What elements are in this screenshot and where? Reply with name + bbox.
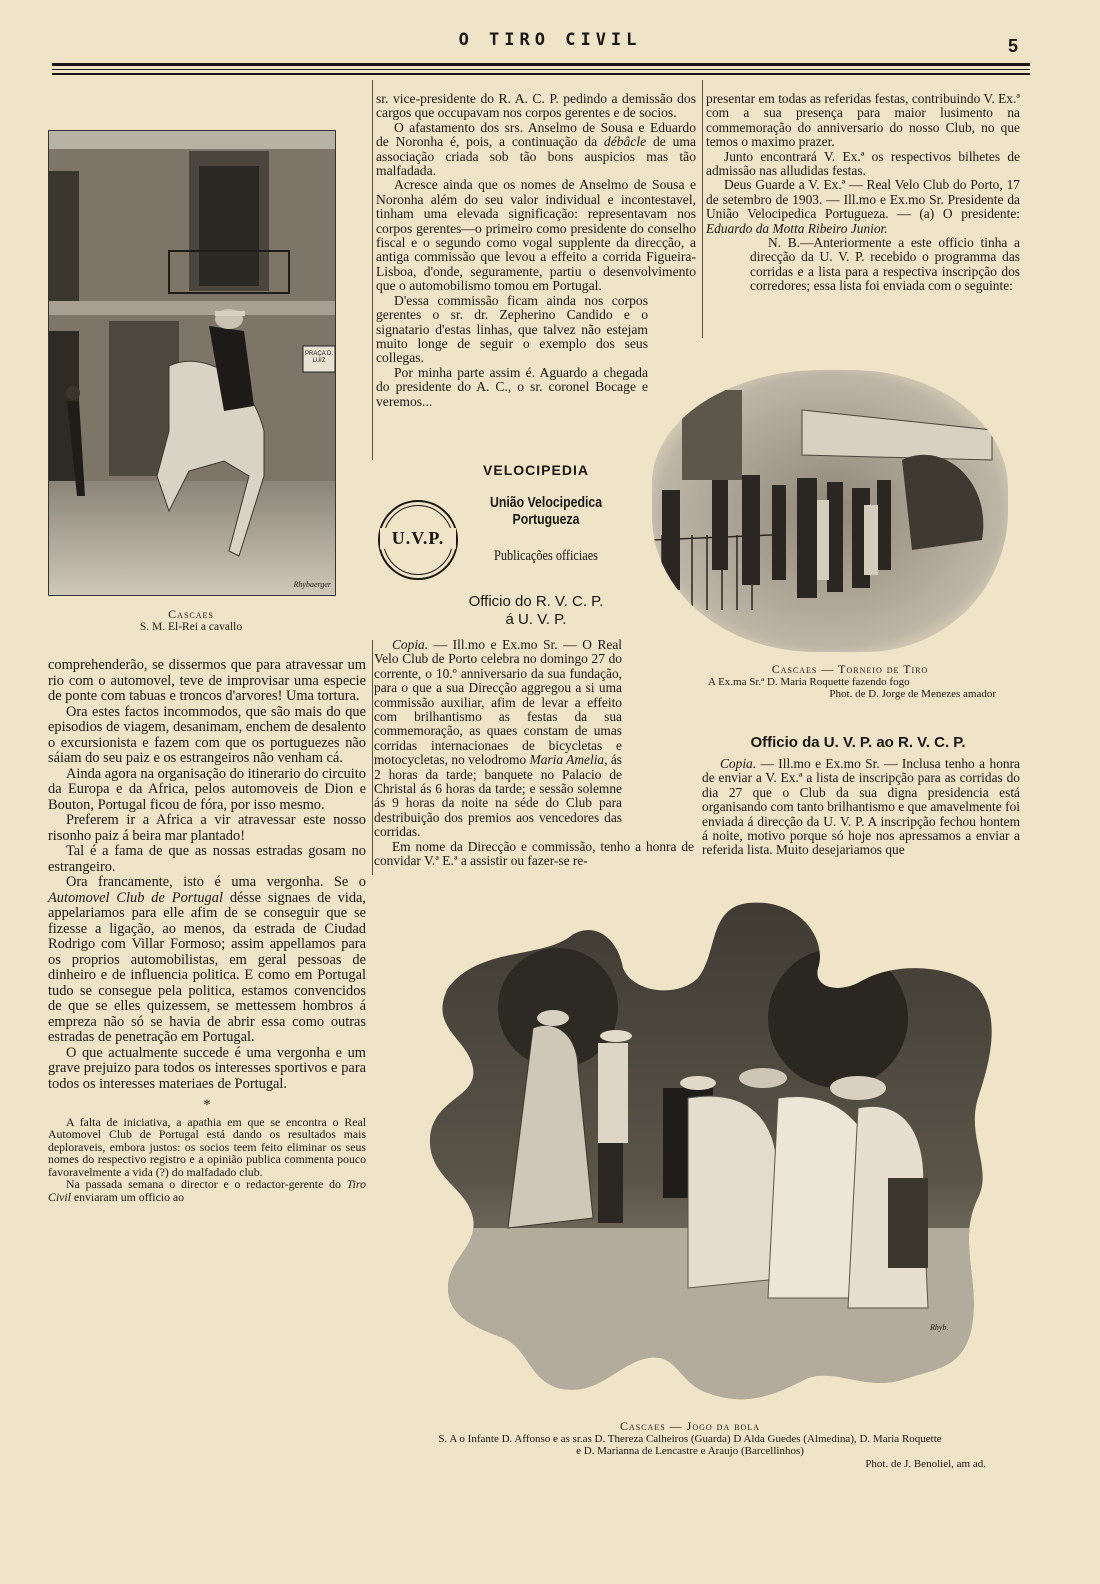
photo-jogo-da-bola-image <box>418 898 998 1408</box>
col2-para-2-b: de uma associação criada sob tão bons auspicios mas tão malfadada. <box>376 134 696 179</box>
photo-jogo-caption-line-2: e D. Marianna de Lencastre e Araujo (Barcellinhos) <box>576 1445 804 1457</box>
officio-1-copia: Copia. <box>392 637 429 652</box>
photo-king-caption-title: Cascaes <box>168 607 214 621</box>
page-number: 5 <box>1007 36 1018 56</box>
officio-2-heading: Officio da U. V. P. ao R. V. C. P. <box>750 734 966 751</box>
col3-nb: N. B.—Anteriormente a este officio tinha a direcção da U. V. P. recebido o programma das corridas e a lista para a respectiva inscripção dos corredores; essa lista foi enviada com o seguinte: <box>750 235 1020 294</box>
col1-para-6-em: Automovel Club de Portugal <box>48 889 223 906</box>
column-3-text <box>706 92 1020 294</box>
photo-shooting-caption <box>700 663 1000 701</box>
photo-shooting-tournament <box>652 370 1008 652</box>
col1-para-6 <box>48 875 366 1046</box>
officio-2-copia: Copia. <box>720 756 757 771</box>
col1-para-6-b: désse signaes de vida, appelariamos para elle afim de se conseguir que se fizesse a ligação, ao menos, da estrada de Ciudad Rodrigo com Villar Formoso; assim appellamos para os proprios automobilistas, em geral pessoas de dinheiro e de influencia politica. E como em Portugal tudo se consegue pela politica, estamos convencidos de que se elles quizessem, se mettessem hombros á empreza não só se havia de abrir essa como outras estradas de penetração em Portugal. <box>48 889 366 1045</box>
col1-para-2: Ora estes factos incommodos, que são mais do que episodios de viagem, desanimam, enchem de desalento o excursionista e fazem com que os portuguezes não sáiam do seu paiz e os estrangeiros não venham cá. <box>48 703 366 766</box>
officio-2-para-1-text: — Ill.mo e Ex.mo Sr. — Inclusa tenho a honra de enviar a V. Ex.ª a lista de inscripção para as corridas do dia 27 que o Club da sua digna presidencia está organisando com tanto brilhantismo e que amavelmente foi enviada á direcção da U. V. P. A inscripção fechou hontem á noite, motivo porque só hoje nos apressamos a enviar a referida lista. Muito desejariamos que <box>702 756 1020 858</box>
uvp-logo-text: U.V.P. <box>380 528 456 549</box>
col1-small-block <box>48 1116 366 1204</box>
header-rule-thin <box>52 69 1030 70</box>
uvp-publications: Publicações officiaes <box>494 548 598 564</box>
column-divider-1 <box>372 80 373 460</box>
column-divider-3 <box>372 640 373 875</box>
col1-small-2-em: Tiro Civil <box>48 1177 366 1205</box>
col1-para-7: O que actualmente succede é uma vergonha e um grave prejuizo para todos os interesses sportivos e para todos os interesses materiaes de Portugal. <box>48 1044 366 1092</box>
col2-para-4: D'essa commissão ficam ainda nos corpos gerentes o sr. dr. Zepherino Candido e o signatario d'estas linhas, que talvez não estejam muito longe de seguir o exemplo dos seus collegas. <box>376 292 648 366</box>
col1-small-2-b: enviaram um officio ao <box>70 1190 185 1205</box>
col1-para-5: Tal é a fama de que as nossas estradas gosam no estrangeiro. <box>48 843 366 875</box>
col2-para-2-a: O afastamento dos srs. Anselmo de Sousa e Eduardo de Noronha é, pois, a continuação da <box>376 119 696 150</box>
officio-1-para-2: Em nome da Direcção e commissão, tenho a honra de convidar V.ª E.ª a assistir ou fazer-se re- <box>374 838 694 869</box>
col1-small-2-a: Na passada semana o director e o redactor-gerente do <box>66 1177 347 1192</box>
col1-para-4: Preferem ir a Africa a vir atravessar este nosso risonho paiz á beira mar plantado! <box>48 812 366 844</box>
photo-signature: Rhybaerger <box>293 580 331 589</box>
photo-shooting-caption-line-1: A Ex.ma Sr.ª D. Maria Roquette fazendo fogo <box>708 675 910 688</box>
header-rule-bottom <box>52 73 1030 75</box>
photo-king-on-horse <box>48 130 336 596</box>
photo-jogo-caption-title: Cascaes — Jogo da bola <box>619 1419 760 1433</box>
photo-jogo-caption <box>380 1420 1000 1470</box>
col1-small-para-1: A falta de iniciativa, a apathia em que se encontra o Real Automovel Club de Portugal está dando os resultados mais deploraveis, embora justos: os socios teem feito eliminar os seus nomes do respectivo registro e a opinião publica commenta pouco favoravelmente a vida (?) do malfadado club. <box>48 1114 366 1179</box>
col3-para-3 <box>706 178 1020 236</box>
col3-para-3-a: Deus Guarde a V. Ex.ª — Real Velo Club do Porto, 17 de setembro de 1903. — Ill.mo e Ex.mo Sr. Presidente da União Velocipedica Portugueza. — (a) O presidente: <box>706 177 1020 222</box>
column-2-text <box>376 92 696 409</box>
officio-1-heading <box>376 593 696 629</box>
col3-para-2: Junto encontrará V. Ex.ª os respectivos bilhetes de admissão nas alludidas festas. <box>706 148 1020 179</box>
officio-1-para-1 <box>374 638 694 840</box>
uvp-name-line-1: União Velocipedica <box>489 494 603 511</box>
photo-3-signature: Rhyb. <box>930 1323 949 1332</box>
officio-1-para-1-b: , ás 2 horas da tarde; banquete no Palacio de Christal ás 6 horas da tarde; e sessão solemne ás 9 horas da noite na séde do Club para destribuição dos premios aos vencedores das corridas. <box>374 752 622 840</box>
photo-shooting-caption-title: Cascaes — Torneio de Tiro <box>771 662 929 676</box>
uvp-logo <box>378 500 458 580</box>
photo-jogo-caption-credit: Phot. de J. Benoliel, am ad. <box>865 1457 986 1470</box>
officio-2-body <box>702 757 1020 858</box>
officio-1-heading-line-2: á U. V. P. <box>505 611 567 628</box>
col1-small-para-2 <box>48 1178 366 1203</box>
col1-para-3: Ainda agora na organisação do itinerario do circuito da Europa e da Africa, pelos automoveis de Dion e Bouton, Portugal ficou de fóra, por isso mesmo. <box>48 765 366 813</box>
col1-para-1: comprehenderão, se dissermos que para atravessar um rio com o automovel, teve de improvisar uma especie de ponte com tabuas e troncos d'arvores! Uma tortura. <box>48 657 366 704</box>
uvp-name <box>480 494 611 528</box>
col2-para-1: sr. vice-presidente do R. A. C. P. pedindo a demissão dos cargos que occupavam nos corpos gerentes e de socios. <box>376 91 696 121</box>
photo-shooting-tournament-image <box>652 370 1008 652</box>
uvp-name-line-2: Portugueza <box>512 511 580 528</box>
col3-para-1: presentar em todas as referidas festas, contribuindo V. Ex.ª com a sua presença para maior lusimento na commemoração do anniversario do nosso Club, no que temos o maximo prazer. <box>706 91 1020 150</box>
column-divider-2 <box>702 80 703 338</box>
photo-king-caption <box>48 608 334 634</box>
header-rule-thick <box>52 63 1030 66</box>
col2-para-2-em: débâcle <box>603 134 647 150</box>
col2-para-3: Acresce ainda que os nomes de Anselmo de Sousa e Noronha além do seu valor individual e incontestavel, tinham uma elevada significação: representavam nos corpos gerentes—o primeiro como presidente do conselho fiscal e o segundo como vogal supplente da direcção, a antiga commissão que levou a effeito a corrida Figueira-Lisboa, d'onde, seguramente, partiu o desenvolvimento que o automobilismo tomou em Portugal. <box>376 177 696 294</box>
officio-1-heading-line-1: Officio do R. V. C. P. <box>468 593 604 610</box>
photo-jogo-caption-line-1: S. A o Infante D. Affonso e as sr.as D. Thereza Calheiros (Guarda) D Alda Guedes (Almedina), D. Maria Roquette <box>438 1432 942 1445</box>
photo-jogo-da-bola <box>418 898 998 1408</box>
photo-king-on-horse-image <box>49 131 335 595</box>
masthead-title: O TIRO CIVIL <box>458 30 642 50</box>
officio-1-para-1-em: Maria Amelia <box>529 752 605 768</box>
column-1-text <box>48 658 366 1204</box>
section-velocipedia-heading: VELOCIPEDIA <box>483 462 589 478</box>
street-sign: PRAÇA D. LUIZ <box>305 351 334 364</box>
col3-para-3-em: Eduardo da Motta Ribeiro Junior. <box>706 220 888 236</box>
col2-para-2 <box>376 121 696 179</box>
col1-para-6-a: Ora francamente, isto é uma vergonha. Se o <box>66 874 366 890</box>
photo-king-caption-sub: S. M. El-Rei a cavallo <box>139 621 243 633</box>
photo-shooting-caption-line-2: Phot. de D. Jorge de Menezes amador <box>829 688 996 700</box>
col2-para-5: Por minha parte assim é. Aguardo a chegada do presidente do A. C., o sr. coronel Bocage e veremos... <box>376 364 648 409</box>
officio-2-para-1 <box>702 757 1020 858</box>
officio-1-para-1-a: — Ill.mo e Ex.mo Sr. — O Real Velo Club de Porto celebra no domingo 27 do corrente, o 10.º anniversario da sua fundação, para o que a sua Direcção aggregou a si uma commissão auxiliar, afim de levar a effeito com brilhantismo as festas da sua commemoração, as quaes constam de umas corridas internacionaes de bicycletas e motocycletas, no velodromo <box>374 637 622 768</box>
section-asterisk: * <box>203 1097 211 1113</box>
officio-1-body <box>374 638 694 869</box>
